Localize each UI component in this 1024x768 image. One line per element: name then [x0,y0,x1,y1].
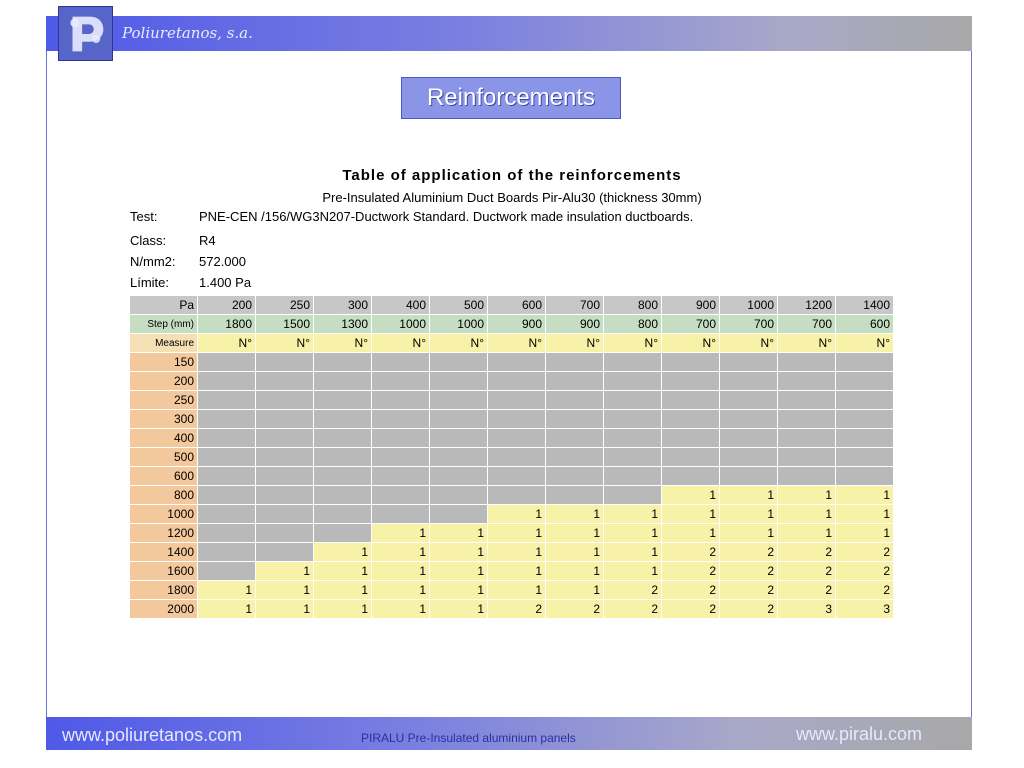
measure-unit-cell: N° [836,334,893,352]
pa-header-cell: 800 [604,296,661,314]
reinforcement-cell: 1 [836,486,893,504]
measure-cell: 500 [130,448,197,466]
table-subtitle: Pre-Insulated Aluminium Duct Boards Pir-Alu30 (thickness 30mm) [322,190,702,205]
reinforcement-cell [604,410,661,428]
reinforcement-cell [546,486,603,504]
reinforcement-cell [488,429,545,447]
measure-cell: 1200 [130,524,197,542]
reinforcement-cell: 1 [836,505,893,523]
table-row [130,410,893,428]
reinforcement-cell [430,429,487,447]
reinforcement-cell: 1 [256,581,313,599]
reinforcement-cell [430,353,487,371]
reinforcement-cell: 1 [198,581,255,599]
reinforcement-cell [256,448,313,466]
reinforcement-cell: 2 [662,600,719,618]
pa-header-cell: 1400 [836,296,893,314]
reinforcement-cell [198,410,255,428]
table-row [130,600,893,618]
reinforcement-cell [778,448,835,466]
reinforcement-cell [836,391,893,409]
reinforcement-cell: 1 [488,524,545,542]
reinforcement-cell [546,353,603,371]
reinforcement-cell [488,486,545,504]
reinforcement-cell: 1 [546,524,603,542]
reinforcement-cell [314,486,371,504]
reinforcement-cell [488,391,545,409]
reinforcement-cell: 1 [314,581,371,599]
reinforcement-cell [198,505,255,523]
reinforcement-cell: 2 [836,543,893,561]
reinforcement-cell [256,410,313,428]
reinforcement-cell [488,372,545,390]
reinforcement-cell: 1 [488,505,545,523]
info-test: Test: PNE-CEN /156/WG3N207-Ductwork Standard. Ductwork made insulation ductboards. [130,209,694,224]
reinforcement-cell [836,372,893,390]
reinforcement-cell: 1 [720,505,777,523]
reinforcement-cell: 2 [720,562,777,580]
step-cell: 700 [778,315,835,333]
reinforcement-cell [604,486,661,504]
reinforcement-cell [314,524,371,542]
reinforcement-cell [430,410,487,428]
pa-header-cell: 600 [488,296,545,314]
reinforcement-cell [256,524,313,542]
reinforcement-cell: 1 [604,562,661,580]
reinforcement-cell [372,372,429,390]
measure-unit-cell: N° [430,334,487,352]
table-row [130,448,893,466]
reinforcement-cell [372,353,429,371]
pa-header-cell: 400 [372,296,429,314]
measure-cell: 250 [130,391,197,409]
reinforcement-cell [256,429,313,447]
reinforcement-cell: 1 [546,505,603,523]
reinforcement-cell [372,391,429,409]
pa-header-cell: 900 [662,296,719,314]
reinforcement-cell [488,467,545,485]
measure-cell: 150 [130,353,197,371]
reinforcement-cell [198,448,255,466]
step-cell: 1800 [198,315,255,333]
reinforcement-cell: 2 [488,600,545,618]
reinforcement-cell [256,505,313,523]
reinforcement-cell: 1 [546,562,603,580]
reinforcement-cell: 1 [372,562,429,580]
reinforcement-cell [430,486,487,504]
reinforcement-cell: 1 [372,543,429,561]
reinforcement-cell [430,391,487,409]
step-cell: 1000 [372,315,429,333]
reinforcement-cell: 1 [604,505,661,523]
reinforcement-cell [314,467,371,485]
reinforcement-cell: 1 [662,505,719,523]
reinforcement-cell: 1 [488,581,545,599]
reinforcement-cell [720,467,777,485]
measure-cell: 1400 [130,543,197,561]
measure-unit-cell: N° [256,334,313,352]
measure-cell: 600 [130,467,197,485]
reinforcement-cell: 1 [430,524,487,542]
reinforcement-cell: 1 [430,581,487,599]
reinforcement-cell [546,429,603,447]
frame-right [971,51,972,717]
reinforcement-cell [372,486,429,504]
reinforcement-cell: 1 [430,600,487,618]
reinforcement-cell [372,467,429,485]
reinforcement-cell [198,467,255,485]
reinforcement-cell [198,524,255,542]
step-cell: 900 [546,315,603,333]
reinforcement-cell: 1 [372,581,429,599]
reinforcement-cell: 2 [836,562,893,580]
reinforcement-cell [604,372,661,390]
pa-row [130,296,893,314]
reinforcement-cell [720,429,777,447]
reinforcement-cell: 3 [778,600,835,618]
reinforcement-cell [430,505,487,523]
table-row [130,353,893,371]
reinforcement-cell [720,353,777,371]
reinforcement-cell [488,353,545,371]
measure-unit-cell: N° [662,334,719,352]
reinforcement-cell: 1 [662,524,719,542]
reinforcement-cell [604,429,661,447]
measure-cell: 1800 [130,581,197,599]
step-cell: 700 [662,315,719,333]
reinforcement-cell: 2 [662,543,719,561]
table-row [130,524,893,542]
pa-label: Pa [130,296,197,314]
step-cell: 600 [836,315,893,333]
reinforcement-cell: 2 [662,562,719,580]
reinforcement-cell [778,372,835,390]
reinforcement-cell: 1 [720,486,777,504]
step-cell: 1000 [430,315,487,333]
measure-unit-cell: N° [198,334,255,352]
reinforcement-cell [836,353,893,371]
measure-label: Measure [130,334,197,352]
reinforcement-cell [836,448,893,466]
company-name: Poliuretanos, s.a. [122,24,253,42]
reinforcement-cell: 2 [546,600,603,618]
step-cell: 1500 [256,315,313,333]
reinforcement-cell: 1 [778,524,835,542]
table-row [130,486,893,504]
reinforcement-cell [198,562,255,580]
frame-left [46,51,47,717]
reinforcement-cell [256,543,313,561]
reinforcement-cell: 2 [604,600,661,618]
reinforcement-cell [778,410,835,428]
measure-cell: 300 [130,410,197,428]
reinforcement-cell: 1 [546,543,603,561]
reinforcement-cell [546,448,603,466]
measure-unit-cell: N° [720,334,777,352]
reinforcement-cell [662,467,719,485]
measure-unit-cell: N° [314,334,371,352]
table-row [130,372,893,390]
slide-title: Reinforcements [401,77,621,119]
reinforcement-cell [662,391,719,409]
reinforcement-cell [256,372,313,390]
step-cell: 800 [604,315,661,333]
reinforcement-cell: 3 [836,600,893,618]
measure-unit-cell: N° [778,334,835,352]
reinforcement-cell [372,429,429,447]
table-row [130,429,893,447]
reinforcement-cell [604,353,661,371]
reinforcement-cell: 1 [314,543,371,561]
reinforcement-cell: 2 [836,581,893,599]
reinforcement-cell [314,372,371,390]
reinforcement-cell: 1 [488,543,545,561]
reinforcement-cell [778,467,835,485]
reinforcement-cell [198,486,255,504]
reinforcement-cell: 2 [720,600,777,618]
reinforcement-cell: 1 [836,524,893,542]
step-cell: 1300 [314,315,371,333]
reinforcement-cell [778,353,835,371]
reinforcement-cell [720,372,777,390]
measure-cell: 1600 [130,562,197,580]
reinforcement-cell [662,429,719,447]
reinforcement-cell [198,429,255,447]
reinforcement-cell [430,467,487,485]
pa-header-cell: 1000 [720,296,777,314]
pa-header-cell: 300 [314,296,371,314]
measure-cell: 400 [130,429,197,447]
reinforcement-cell [488,448,545,466]
info-limit: Límite: 1.400 Pa [130,275,252,290]
reinforcement-cell [662,372,719,390]
table-row [130,505,893,523]
reinforcement-cell [836,410,893,428]
reinforcement-cell [430,448,487,466]
reinforcement-cell: 1 [314,600,371,618]
reinforcement-cell [662,353,719,371]
reinforcement-cell [314,429,371,447]
reinforcement-cell: 1 [256,562,313,580]
reinforcement-cell: 2 [778,562,835,580]
reinforcement-cell [198,543,255,561]
measure-unit-cell: N° [604,334,661,352]
reinforcement-cell [256,353,313,371]
reinforcement-cell [256,391,313,409]
pa-header-cell: 700 [546,296,603,314]
reinforcement-cell: 1 [372,600,429,618]
reinforcement-cell: 1 [488,562,545,580]
measure-unit-cell: N° [546,334,603,352]
measure-cell: 800 [130,486,197,504]
reinforcement-cell: 1 [546,581,603,599]
reinforcement-cell: 2 [720,581,777,599]
reinforcement-cell [778,391,835,409]
reinforcement-cell [720,391,777,409]
reinforcement-cell [372,505,429,523]
reinforcement-cell [720,410,777,428]
reinforcement-cell [546,391,603,409]
measure-cell: 1000 [130,505,197,523]
reinforcement-cell: 2 [720,543,777,561]
reinforcement-cell [314,505,371,523]
reinforcement-cell: 1 [430,562,487,580]
reinforcement-cell [546,372,603,390]
table-title: Table of application of the reinforcements [342,167,682,184]
pa-header-cell: 250 [256,296,313,314]
poliuretanos-logo-icon [58,6,113,61]
table-row [130,467,893,485]
reinforcement-cell [314,410,371,428]
reinforcement-cell: 1 [604,543,661,561]
step-row [130,315,893,333]
measure-cell: 200 [130,372,197,390]
reinforcement-cell [546,467,603,485]
reinforcement-cell: 1 [430,543,487,561]
info-class: Class: R4 [130,233,216,248]
pa-header-cell: 200 [198,296,255,314]
reinforcement-cell [198,353,255,371]
footer-caption: PIRALU Pre-Insulated aluminium panels [361,731,576,745]
reinforcement-cell: 1 [662,486,719,504]
footer-link-piralu[interactable]: www.piralu.com [796,724,923,744]
reinforcement-cell: 1 [720,524,777,542]
measure-cell: 2000 [130,600,197,618]
reinforcement-cell [314,391,371,409]
reinforcement-cell [720,448,777,466]
reinforcement-cell: 1 [256,600,313,618]
reinforcement-cell [314,353,371,371]
measure-row [130,334,893,352]
measure-unit-cell: N° [488,334,545,352]
reinforcement-cell [430,372,487,390]
reinforcement-cell: 2 [662,581,719,599]
reinforcement-cell [372,448,429,466]
reinforcement-cell [256,486,313,504]
reinforcement-cell [662,410,719,428]
reinforcement-cell [198,391,255,409]
reinforcement-cell: 1 [198,600,255,618]
info-strength: N/mm2: 572.000 [130,254,246,269]
reinforcement-cell [836,429,893,447]
reinforcement-cell [604,467,661,485]
reinforcement-cell [836,467,893,485]
reinforcement-cell: 2 [778,543,835,561]
reinforcement-cell: 1 [372,524,429,542]
measure-unit-cell: N° [372,334,429,352]
reinforcement-cell [662,448,719,466]
reinforcement-cell [604,391,661,409]
reinforcement-cell [488,410,545,428]
reinforcement-cell: 1 [778,486,835,504]
reinforcement-cell: 1 [604,524,661,542]
reinforcement-cell [372,410,429,428]
reinforcement-cell [778,429,835,447]
table-row [130,391,893,409]
step-cell: 700 [720,315,777,333]
reinforcement-table [129,295,894,619]
reinforcement-cell: 1 [314,562,371,580]
reinforcement-cell [314,448,371,466]
step-cell: 900 [488,315,545,333]
reinforcement-cell: 2 [604,581,661,599]
step-label: Step (mm) [130,315,197,333]
reinforcement-cell: 1 [778,505,835,523]
table-row [130,543,893,561]
pa-header-cell: 1200 [778,296,835,314]
table-row [130,562,893,580]
reinforcement-cell [604,448,661,466]
pa-header-cell: 500 [430,296,487,314]
reinforcement-cell [546,410,603,428]
reinforcement-cell [256,467,313,485]
reinforcement-cell: 2 [778,581,835,599]
table-row [130,581,893,599]
footer-link-poliuretanos[interactable]: www.poliuretanos.com [62,725,243,745]
reinforcement-cell [198,372,255,390]
